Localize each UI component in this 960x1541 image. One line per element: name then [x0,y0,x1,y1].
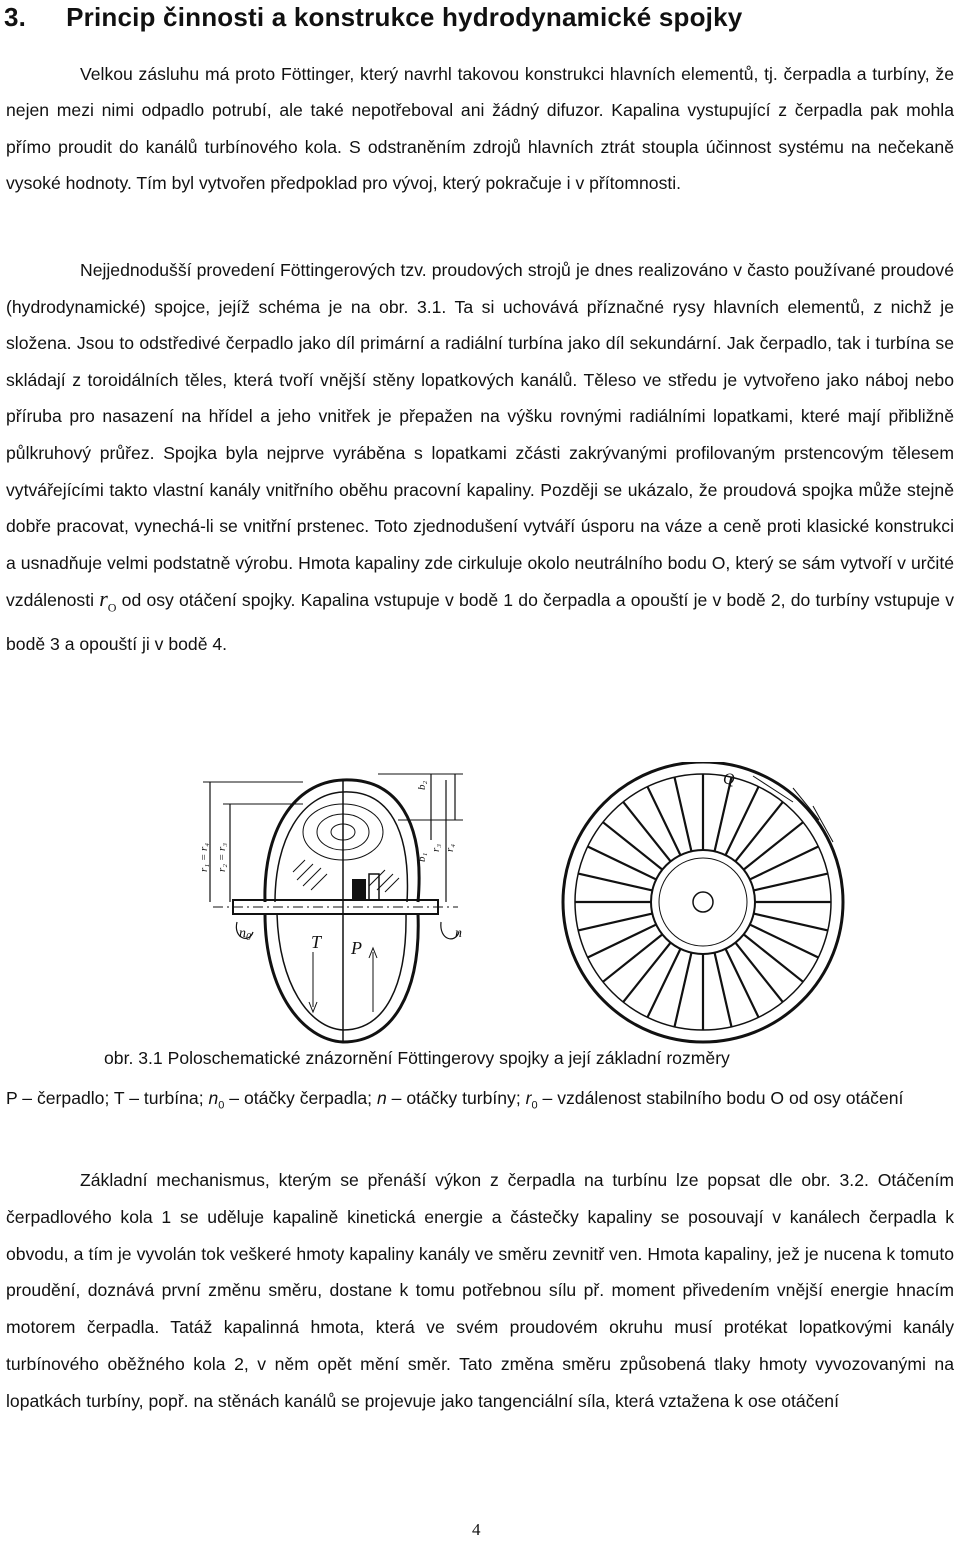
paragraph-3 [6,1162,954,1420]
paragraph-2 [6,252,954,663]
blade-line [588,925,656,958]
blade-line [735,802,782,861]
blade-line [647,787,680,855]
label-Q: Q [723,771,735,788]
label-b1: b₁ [416,852,428,862]
label-b2: b₂ [416,780,428,790]
label-P: P [351,938,362,958]
blade-line [750,846,818,879]
paragraph-2-text-b: od osy otáčení spojky. Kapalina vstupuje v bodě 1 do čerpadla a opouští je v bodě 2, do turbíny vstupuje v bodě 3 a opouští ji v bodě 4. [6,590,954,655]
paragraph-3-text: Základní mechanismus, kterým se přenáší výkon z čerpadla na turbínu lze popsat dle obr. 3.2. Otáčením čerpadlového kola 1 se uděluje kapalině kinetická energie a částečky kapaliny se posouvají v kanálech čerpadla k obvodu, a tím je vyvolán tok veškeré hmoty kapaliny kanály ve směru zevnitř ven. Hmota kapaliny, jež je nucena k tomuto proudění, doznává první změnu směru, dostane k tomu potřebnou sílu př. moment přivedením vnější energie hnacím motorem čerpadla. Tatáž kapalinná hmota, která ve svém proudovém okruhu musí protékat lopatkovými kanály turbínového oběžného kola 2, v něm opět mění směr. Tato změna směru způsobená tlaky hmoty vyvozovanými na lopatkách turbíny, popř. na stěnách kanálů se projevuje jako tangenciální síla, která vztažena k ose otáčení [6,1170,954,1411]
blade-line [675,777,692,851]
paragraph-1-text: Velkou zásluhu má proto Föttinger, který navrhl takovou konstrukci hlavních elementů, tj. čerpadla a turbíny, že nejen mezi nimi odpadlo potrubí, ale také nepotřeboval ani žádný difuzor. Kapalina vystupující z čerpadla pak mohla přímo proudit do kanálů turbínového kola. S odstraněním zdrojů hlavních ztrát stoupla účinnost systému na nečekaně vysoké hodnoty. Tím byl vytvořen předpoklad pro vývoj, který pokračuje i v přítomnosti. [6,64,954,194]
blade-line [744,822,803,869]
blade-line [726,949,759,1017]
blade-line [588,846,656,879]
blade-line [675,953,692,1027]
label-r3: r₃ [430,843,442,852]
section-number: 3. [4,2,27,32]
label-r4: r₄ [444,843,456,852]
figure-caption: obr. 3.1 Poloschematické znázornění Föttingerovy spojky a její základní rozměry [104,1048,730,1068]
blade-line [603,822,662,869]
label-n: n [455,926,462,941]
blade-line [735,943,782,1002]
coupling-face-view [563,762,843,1042]
label-r2-r3: r₂ = r₃ [216,842,228,872]
blade-line [715,777,732,851]
coupling-section-view [203,774,463,1042]
blade-line [754,874,828,891]
blade-line [715,953,732,1027]
blade-line [623,802,670,861]
blade-line [623,943,670,1002]
blade-line [744,934,803,981]
coupling-figure [193,762,955,1052]
blade-line [603,934,662,981]
figure-legend: P – čerpadlo; T – turbína; $n_0$ – otáčky čerpadla; n – otáčky turbíny; $r_0$ – vzdálenost stabilního bodu O od osy otáčení [6,1088,904,1112]
blade-line [578,874,652,891]
blade-line [726,787,759,855]
section-title: Princip činnosti a konstrukce hydrodynamické spojky [66,2,743,32]
blade-line [750,925,818,958]
label-r1-r4: r₁ = r₄ [198,842,210,872]
blade-line [754,914,828,931]
paragraph-2-text-a: Nejjednodušší provedení Föttingerových tzv. proudových strojů je dnes realizováno v často používané proudové (hydrodynamické) spojce, jejíž schéma je na obr. 3.1. Ta si uchovává příznačné rysy hlavních elementů, z nichž je složena. Jsou to odstředivé čerpadlo jako díl primární a radiální turbína jako díl sekundární. Jak čerpadlo, tak i turbína se skládají z toroidálních těles, která tvoří vnější stěny lopatkových kanálů. Těleso ve středu je vytvořeno jako náboj nebo příruba pro nasazení na hřídel a jeho vnitřek je přepažen na výšku rovnými radiálními lopatkami, které mají přibližně půlkruhový průřez. Spojka byla nejprve vyráběna s lopatkami zčásti zakrývanými profilovaným prstencovým tělesem vytvářejícími takto vlastní kanály vnitřního oběhu pracovní kapaliny. Později se ukázalo, že proudová spojka může stejně dobře pracovat, vynechá-li se vnitřní prstenec. Toto zjednodušení vytváří úsporu na váze a ceně proti klasické konstrukci a usnadňuje velmi podstatně výrobu. Hmota kapaliny zde cirkuluje okolo neutrálního bodu O, který se sám vytvoří v určité vzdálenosti [6,260,954,611]
blade-line [578,914,652,931]
section-heading [4,0,742,34]
paragraph-1 [6,56,954,202]
label-T: T [311,932,322,952]
label-n0: $n_0$ [239,926,251,943]
blade-line [647,949,680,1017]
r-o-symbol: $r_O$ [99,586,117,615]
page-number: 4 [472,1520,481,1539]
